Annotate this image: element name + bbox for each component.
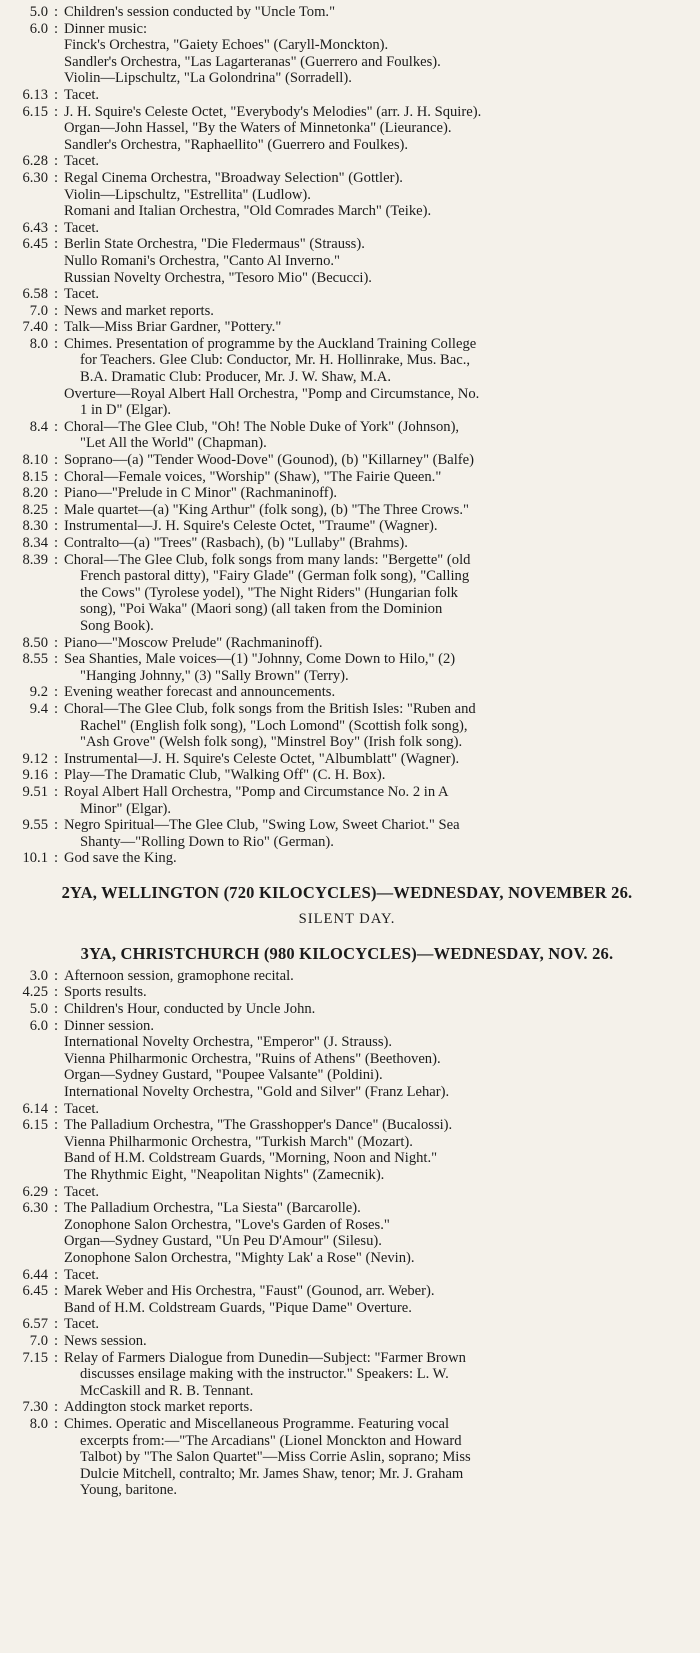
- entry-body: [64, 469, 690, 486]
- entry-line: Young, baritone.: [80, 1482, 178, 1499]
- entry-line: "Ash Grove" (Welsh folk song), "Minstrel Boy" (Irish folk song).: [80, 734, 463, 751]
- entry-line: "Let All the World" (Chapman).: [80, 435, 267, 452]
- entry-line: The Palladium Orchestra, "The Grasshopper's Dance" (Bucalossi).: [64, 1117, 453, 1134]
- entry-line: the Cows" (Tyrolese yodel), "The Night Riders" (Hungarian folk: [80, 584, 458, 601]
- entry-line: McCaskill and R. B. Tennant.: [80, 1382, 254, 1399]
- time-colon: :: [53, 501, 59, 518]
- entry-line: Soprano—(a) "Tender Wood-Dove" (Gounod), (b) "Killarney" (Balfe): [64, 452, 474, 469]
- entry-body: [64, 336, 690, 419]
- entry-body: [64, 485, 690, 502]
- entry-time: 8.0: [29, 1415, 48, 1432]
- time-colon: :: [53, 1316, 59, 1333]
- entry-time: 9.12: [22, 750, 48, 767]
- entry-body: [64, 552, 690, 635]
- programme-entry: [4, 220, 690, 237]
- programme-entry: [4, 319, 690, 336]
- time-colon: :: [53, 535, 59, 551]
- entry-time: 9.55: [22, 817, 48, 834]
- time-colon: :: [53, 1415, 59, 1432]
- entry-body: [64, 452, 690, 469]
- entry-line: Choral—The Glee Club, "Oh! The Noble Duke of York" (Johnson),: [64, 418, 460, 435]
- programme-entry: [4, 170, 690, 220]
- time-colon: :: [53, 20, 59, 37]
- entry-line: International Novelty Orchestra, "Gold and Silver" (Franz Lehar).: [64, 1084, 450, 1101]
- station-heading: 3YA, CHRISTCHURCH (980 KILOCYCLES)—WEDNESDAY, NOV. 26.: [80, 943, 614, 963]
- entry-line: Organ—Sydney Gustard, "Un Peu D'Amour" (Silesu).: [64, 1233, 382, 1250]
- entry-line: Tacet.: [64, 219, 100, 236]
- entry-line: Choral—Female voices, "Worship" (Shaw), "The Fairie Queen.": [64, 468, 442, 485]
- entry-line: Piano—"Moscow Prelude" (Rachmaninoff).: [64, 634, 323, 651]
- entry-line: Chimes. Presentation of programme by the Auckland Training College: [64, 335, 477, 352]
- time-colon: :: [53, 750, 59, 767]
- programme-entry: [4, 104, 690, 154]
- entry-time: 3.0: [29, 967, 48, 984]
- entry-body: [64, 984, 690, 1001]
- time-colon: :: [53, 1332, 59, 1349]
- programme-entry: [4, 1316, 690, 1333]
- entry-time: 8.10: [22, 452, 48, 469]
- entry-body: [64, 286, 690, 303]
- entry-time: 6.13: [22, 86, 48, 103]
- entry-line: Talk—Miss Briar Gardner, "Pottery.": [64, 319, 282, 336]
- entry-line: Addington stock market reports.: [64, 1399, 253, 1416]
- entry-line: B.A. Dramatic Club: Producer, Mr. J. W. Shaw, M.A.: [80, 369, 391, 386]
- entry-body: [64, 784, 690, 817]
- programme-entry: [4, 452, 690, 469]
- time-colon: :: [53, 286, 59, 303]
- programme-entry: [4, 1267, 690, 1284]
- entry-line: Rachel" (English folk song), "Loch Lomond" (Scottish folk song),: [80, 717, 468, 734]
- entry-time: 8.4: [29, 418, 48, 435]
- entry-line: J. H. Squire's Celeste Octet, "Everybody's Melodies" (arr. J. H. Squire).: [64, 103, 482, 120]
- programme-entry: [4, 419, 690, 452]
- entry-time: 4.25: [22, 984, 48, 1001]
- entry-body: [64, 4, 690, 21]
- time-colon: :: [53, 302, 59, 319]
- entry-body: [64, 817, 690, 850]
- entry-time: 9.2: [29, 684, 48, 701]
- entry-line: Overture—Royal Albert Hall Orchestra, "Pomp and Circumstance, No.: [64, 385, 480, 402]
- entry-body: [64, 1333, 690, 1350]
- entry-line: Sandler's Orchestra, "Raphaellito" (Guerrero and Foulkes).: [64, 136, 409, 153]
- time-colon: :: [53, 850, 59, 867]
- entry-time: 6.14: [22, 1100, 48, 1117]
- entry-line: excerpts from:—"The Arcadians" (Lionel Monckton and Howard: [80, 1432, 462, 1449]
- time-colon: :: [53, 418, 59, 435]
- entry-body: [64, 1416, 690, 1499]
- time-colon: :: [53, 1001, 59, 1018]
- programme-entry: [4, 286, 690, 303]
- entry-line: Tacet.: [64, 286, 100, 303]
- programme-entry: [4, 984, 690, 1001]
- time-colon: :: [53, 1100, 59, 1117]
- time-colon: :: [53, 518, 59, 535]
- programme-entry: [4, 968, 690, 985]
- entry-body: [64, 220, 690, 237]
- programme-entry: [4, 1399, 690, 1416]
- entry-time: 8.55: [22, 651, 48, 668]
- time-colon: :: [53, 4, 59, 20]
- entry-line: Evening weather forecast and announcements.: [64, 684, 336, 701]
- time-colon: :: [53, 700, 59, 717]
- entry-time: 6.15: [22, 1117, 48, 1134]
- entry-line: Children's session conducted by "Uncle Tom.": [64, 4, 336, 20]
- entry-time: 8.25: [22, 501, 48, 518]
- entry-line: 1 in D" (Elgar).: [80, 402, 172, 419]
- entry-line: Talbot) by "The Salon Quartet"—Miss Corrie Aslin, soprano; Miss: [80, 1449, 471, 1466]
- entry-line: Minor" (Elgar).: [80, 800, 172, 817]
- entry-line: Zonophone Salon Orchestra, "Love's Garden of Roses.": [64, 1216, 390, 1233]
- entry-line: Negro Spiritual—The Glee Club, "Swing Low, Sweet Chariot." Sea: [64, 817, 460, 834]
- programme-entry: [4, 1283, 690, 1316]
- station-section: [4, 4, 690, 867]
- entry-time: 6.43: [22, 219, 48, 236]
- entry-time: 10.1: [22, 850, 48, 867]
- entry-line: Dulcie Mitchell, contralto; Mr. James Shaw, tenor; Mr. J. Graham: [80, 1465, 464, 1482]
- time-colon: :: [53, 452, 59, 469]
- entry-body: [64, 1399, 690, 1416]
- time-colon: :: [53, 319, 59, 336]
- entry-time: 6.44: [22, 1266, 48, 1283]
- programme-entry: [4, 684, 690, 701]
- entry-time: 6.57: [22, 1316, 48, 1333]
- time-colon: :: [53, 1283, 59, 1300]
- entry-time: 7.15: [22, 1349, 48, 1366]
- station-section: [4, 883, 690, 928]
- entry-body: [64, 502, 690, 519]
- entry-body: [64, 651, 690, 684]
- programme-entry: [4, 784, 690, 817]
- station-heading: 2YA, WELLINGTON (720 KILOCYCLES)—WEDNESDAY, NOVEMBER 26.: [61, 882, 633, 902]
- programme-entry: [4, 87, 690, 104]
- time-colon: :: [53, 485, 59, 502]
- programme-entry: [4, 1018, 690, 1101]
- time-colon: :: [53, 1017, 59, 1034]
- entry-time: 6.45: [22, 1283, 48, 1300]
- entry-line: Nullo Romani's Orchestra, "Canto Al Inverno.": [64, 252, 340, 269]
- entry-body: [64, 1316, 690, 1333]
- entry-line: Regal Cinema Orchestra, "Broadway Selection" (Gottler).: [64, 169, 403, 186]
- entry-line: Tacet.: [64, 1100, 100, 1117]
- programme-entry: [4, 1117, 690, 1183]
- time-colon: :: [53, 1200, 59, 1217]
- entry-line: Sports results.: [64, 984, 147, 1001]
- entry-line: for Teachers. Glee Club: Conductor, Mr. H. Hollinrake, Mus. Bac.,: [80, 352, 471, 369]
- entry-time: 8.15: [22, 468, 48, 485]
- entry-line: International Novelty Orchestra, "Emperor" (J. Strauss).: [64, 1034, 393, 1051]
- programme-entry: [4, 485, 690, 502]
- entry-time: 6.45: [22, 236, 48, 253]
- entry-time: 7.30: [22, 1399, 48, 1416]
- entry-line: Instrumental—J. H. Squire's Celeste Octet, "Albumblatt" (Wagner).: [64, 750, 460, 767]
- entry-line: The Palladium Orchestra, "La Siesta" (Barcarolle).: [64, 1200, 361, 1217]
- entry-time: 8.20: [22, 485, 48, 502]
- entry-line: Vienna Philharmonic Orchestra, "Turkish March" (Mozart).: [64, 1133, 413, 1150]
- entry-line: Dinner session.: [64, 1017, 154, 1034]
- programme-entry: [4, 336, 690, 419]
- entry-time: 9.16: [22, 767, 48, 784]
- entry-line: Band of H.M. Coldstream Guards, "Pique Dame" Overture.: [64, 1299, 412, 1316]
- time-colon: :: [53, 651, 59, 668]
- programme-entry: [4, 817, 690, 850]
- entry-body: [64, 419, 690, 452]
- time-colon: :: [53, 103, 59, 120]
- station-section: [4, 944, 690, 1499]
- entry-line: Violin—Lipschultz, "Estrellita" (Ludlow).: [64, 186, 311, 203]
- entry-line: Band of H.M. Coldstream Guards, "Morning, Noon and Night.": [64, 1150, 438, 1167]
- entry-line: Russian Novelty Orchestra, "Tesoro Mio" (Becucci).: [64, 269, 372, 286]
- time-colon: :: [53, 551, 59, 568]
- entry-time: 5.0: [29, 4, 48, 20]
- entry-line: song), "Poi Waka" (Maori song) (all taken from the Dominion: [80, 601, 443, 618]
- entry-line: Marek Weber and His Orchestra, "Faust" (Gounod, arr. Weber).: [64, 1283, 435, 1300]
- entry-body: [64, 968, 690, 985]
- entry-line: Shanty—"Rolling Down to Rio" (German).: [80, 833, 334, 850]
- time-colon: :: [53, 783, 59, 800]
- entry-line: Piano—"Prelude in C Minor" (Rachmaninoff).: [64, 485, 338, 502]
- programme-entry: [4, 1184, 690, 1201]
- entry-line: Organ—Sydney Gustard, "Poupee Valsante" (Poldini).: [64, 1067, 383, 1084]
- time-colon: :: [53, 767, 59, 784]
- time-colon: :: [53, 169, 59, 186]
- programme-entry: [4, 767, 690, 784]
- entry-body: [64, 751, 690, 768]
- programme-entry: [4, 635, 690, 652]
- time-colon: :: [53, 219, 59, 236]
- entry-body: [64, 1117, 690, 1183]
- programme-entry: [4, 21, 690, 87]
- entry-line: Organ—John Hassel, "By the Waters of Minnetonka" (Lieurance).: [64, 120, 452, 137]
- entry-body: [64, 104, 690, 154]
- programme-entry: [4, 1350, 690, 1400]
- time-colon: :: [53, 967, 59, 984]
- entry-line: Instrumental—J. H. Squire's Celeste Octet, "Traume" (Wagner).: [64, 518, 438, 535]
- entry-body: [64, 518, 690, 535]
- entry-line: Berlin State Orchestra, "Die Fledermaus" (Strauss).: [64, 236, 365, 253]
- entry-time: 6.28: [22, 153, 48, 170]
- programme-entry: [4, 469, 690, 486]
- entry-body: [64, 767, 690, 784]
- entry-time: 7.0: [29, 302, 48, 319]
- programme-entry: [4, 535, 690, 552]
- entry-line: Tacet.: [64, 86, 100, 103]
- entry-line: Sandler's Orchestra, "Las Lagarteranas" (Guerrero and Foulkes).: [64, 53, 441, 70]
- entry-line: News session.: [64, 1332, 147, 1349]
- programme-entry: [4, 1333, 690, 1350]
- time-colon: :: [53, 1117, 59, 1134]
- entry-line: The Rhythmic Eight, "Neapolitan Nights" (Zamecnik).: [64, 1167, 385, 1183]
- entry-line: Zonophone Salon Orchestra, "Mighty Lak' a Rose" (Nevin).: [64, 1249, 415, 1266]
- entry-line: Afternoon session, gramophone recital.: [64, 967, 294, 984]
- programme-entry: [4, 1200, 690, 1266]
- entry-body: [64, 21, 690, 87]
- entry-line: discusses ensilage making with the instructor." Speakers: L. W.: [80, 1366, 449, 1383]
- entry-time: 8.0: [29, 335, 48, 352]
- programme-entry: [4, 701, 690, 751]
- silent-day-note: SILENT DAY.: [298, 910, 396, 927]
- entry-body: [64, 1200, 690, 1266]
- entry-time: 5.0: [29, 1001, 48, 1018]
- entry-body: [64, 236, 690, 286]
- entry-body: [64, 635, 690, 652]
- entry-body: [64, 170, 690, 220]
- entry-line: Royal Albert Hall Orchestra, "Pomp and Circumstance No. 2 in A: [64, 783, 449, 800]
- programme-entry: [4, 751, 690, 768]
- entry-line: Children's Hour, conducted by Uncle John.: [64, 1001, 316, 1018]
- time-colon: :: [53, 817, 59, 834]
- programme-entry: [4, 552, 690, 635]
- entry-time: 8.34: [22, 535, 48, 551]
- entry-line: Choral—The Glee Club, folk songs from many lands: "Bergette" (old: [64, 551, 471, 568]
- entry-body: [64, 701, 690, 751]
- entry-time: 9.4: [29, 700, 48, 717]
- entry-line: Tacet.: [64, 1183, 100, 1200]
- entry-body: [64, 1101, 690, 1118]
- programme-entry: [4, 518, 690, 535]
- entry-body: [64, 87, 690, 104]
- entry-body: [64, 535, 690, 552]
- entry-body: [64, 1350, 690, 1400]
- programme-entry: [4, 236, 690, 286]
- time-colon: :: [53, 86, 59, 103]
- entry-body: [64, 1267, 690, 1284]
- programme-entry: [4, 1001, 690, 1018]
- entry-line: News and market reports.: [64, 302, 214, 319]
- entry-body: [64, 850, 690, 867]
- entry-body: [64, 684, 690, 701]
- entry-time: 7.0: [29, 1332, 48, 1349]
- programme-entry: [4, 1416, 690, 1499]
- time-colon: :: [53, 984, 59, 1001]
- entry-line: Vienna Philharmonic Orchestra, "Ruins of Athens" (Beethoven).: [64, 1050, 441, 1067]
- entry-line: Male quartet—(a) "King Arthur" (folk song), (b) "The Three Crows.": [64, 501, 469, 518]
- programme-entry: [4, 4, 690, 21]
- entry-time: 6.15: [22, 103, 48, 120]
- time-colon: :: [53, 1183, 59, 1200]
- entry-line: Finck's Orchestra, "Gaiety Echoes" (Caryll-Monckton).: [64, 37, 389, 54]
- entry-line: Chimes. Operatic and Miscellaneous Programme. Featuring vocal: [64, 1415, 450, 1432]
- entry-time: 6.58: [22, 286, 48, 303]
- programme-entry: [4, 502, 690, 519]
- entry-body: [64, 1184, 690, 1201]
- entry-line: Relay of Farmers Dialogue from Dunedin—Subject: "Farmer Brown: [64, 1349, 466, 1366]
- entry-body: [64, 303, 690, 320]
- entry-line: Sea Shanties, Male voices—(1) "Johnny, Come Down to Hilo," (2): [64, 651, 456, 668]
- entry-line: Contralto—(a) "Trees" (Rasbach), (b) "Lullaby" (Brahms).: [64, 535, 408, 551]
- entry-time: 8.30: [22, 518, 48, 535]
- entry-body: [64, 319, 690, 336]
- entry-line: French pastoral ditty), "Fairy Glade" (German folk song), "Calling: [80, 568, 470, 585]
- time-colon: :: [53, 335, 59, 352]
- entry-line: Violin—Lipschultz, "La Golondrina" (Sorradell).: [64, 70, 352, 87]
- programme-entry: [4, 651, 690, 684]
- entry-time: 6.0: [29, 20, 48, 37]
- entry-time: 9.51: [22, 783, 48, 800]
- entry-line: Tacet.: [64, 153, 100, 170]
- entry-line: Tacet.: [64, 1266, 100, 1283]
- programme-entry: [4, 1101, 690, 1118]
- programme-entry: [4, 153, 690, 170]
- entry-body: [64, 1283, 690, 1316]
- entry-time: 6.0: [29, 1017, 48, 1034]
- time-colon: :: [53, 153, 59, 170]
- time-colon: :: [53, 1349, 59, 1366]
- entry-time: 8.50: [22, 634, 48, 651]
- time-colon: :: [53, 468, 59, 485]
- entry-line: Play—The Dramatic Club, "Walking Off" (C. H. Box).: [64, 767, 386, 784]
- entry-time: 7.40: [22, 319, 48, 336]
- time-colon: :: [53, 236, 59, 253]
- entry-line: Choral—The Glee Club, folk songs from the British Isles: "Ruben and: [64, 700, 476, 717]
- entry-line: Romani and Italian Orchestra, "Old Comrades March" (Teike).: [64, 203, 432, 220]
- entry-time: 6.29: [22, 1183, 48, 1200]
- entry-body: [64, 1018, 690, 1101]
- time-colon: :: [53, 634, 59, 651]
- entry-time: 8.39: [22, 551, 48, 568]
- programme-entry: [4, 303, 690, 320]
- entry-line: Dinner music:: [64, 20, 148, 37]
- programme-entry: [4, 850, 690, 867]
- time-colon: :: [53, 1266, 59, 1283]
- time-colon: :: [53, 684, 59, 701]
- entry-time: 6.30: [22, 1200, 48, 1217]
- time-colon: :: [53, 1399, 59, 1416]
- entry-line: "Hanging Johnny," (3) "Sally Brown" (Terry).: [80, 667, 349, 684]
- entry-line: God save the King.: [64, 850, 177, 867]
- entry-line: Song Book).: [80, 617, 154, 634]
- entry-body: [64, 1001, 690, 1018]
- entry-body: [64, 153, 690, 170]
- entry-time: 6.30: [22, 169, 48, 186]
- entry-line: Tacet.: [64, 1316, 100, 1333]
